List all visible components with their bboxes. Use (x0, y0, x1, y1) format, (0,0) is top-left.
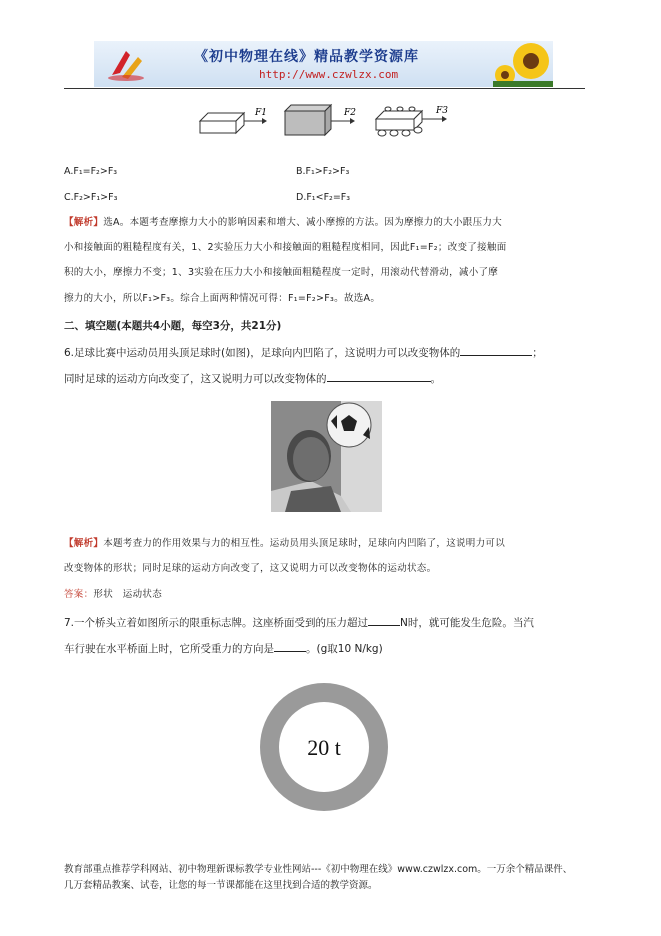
q6-answer-text: 形状 运动状态 (93, 589, 163, 600)
q7-line2 (64, 640, 383, 656)
block-2 (285, 105, 356, 135)
site-logo-icon (104, 45, 148, 83)
q6-analysis-tag: 【解析】 (64, 538, 104, 549)
analysis-tag: 【解析】 (64, 217, 104, 228)
header-divider (64, 88, 585, 89)
header-banner (94, 41, 553, 87)
q7-text1a: 7.一个桥头立着如图所示的限重标志牌。这座桥面受到的压力超过 (64, 617, 369, 629)
block-1 (200, 108, 267, 133)
q7-text2b: 。(g取10 N/kg) (306, 643, 383, 655)
analysis-q5-text1: 选A。本题考查摩擦力大小的影响因素和增大、减小摩擦的方法。因为摩擦力的大小跟压力大 (103, 217, 503, 228)
f3-label: F3 (436, 106, 448, 116)
q7-text2a: 车行驶在水平桥面上时，它所受重力的方向是 (64, 643, 274, 655)
option-d: D.F₁<F₂=F₃ (296, 192, 351, 203)
analysis-q5-line3: 积的大小，摩擦力不变；1、3实验在压力大小和接触面粗糙程度一定时，用滚动代替滑动，减小了摩 (64, 267, 499, 278)
q7-text1b: N时，就可能发生危险。当汽 (400, 617, 534, 629)
q6-text1: 6.足球比赛中运动员用头顶足球时(如图)，足球向内凹陷了，这说明力可以改变物体的 (64, 347, 461, 359)
analysis-q5-line4: 擦力的大小，所以F₁>F₃。综合上面两种情况可得：F₁=F₂>F₃。故选A。 (64, 293, 381, 304)
q6-analysis-line1 (64, 537, 505, 551)
q6-analysis-text1: 本题考查力的作用效果与力的相互性。运动员用头顶足球时，足球向内凹陷了，这说明力可以 (103, 538, 506, 549)
q6-answer-tag: 答案： (64, 589, 94, 600)
friction-blocks-figure (196, 101, 466, 141)
block-3 (376, 106, 448, 136)
football-header-photo (271, 401, 382, 512)
q6-analysis-line2: 改变物体的形状；同时足球的运动方向改变了，这又说明力可以改变物体的运动状态。 (64, 563, 437, 574)
q6-line1 (64, 344, 543, 360)
q6-text2: 同时足球的运动方向改变了，这又说明力可以改变物体的 (64, 373, 327, 385)
banner-url: http://www.czwlzx.com (259, 68, 399, 81)
q7-blank-1 (368, 614, 400, 626)
analysis-q5-line1 (64, 216, 502, 230)
q7-line1 (64, 614, 534, 630)
analysis-q5-line2: 小和接触面的粗糙程度有关，1、2实验压力大小和接触面的粗糙程度相同，因此F₁=F₂；改变了接触面 (64, 242, 507, 253)
q6-text1-end: ； (532, 347, 543, 359)
banner-title: 《初中物理在线》精品教学资源库 (194, 49, 419, 65)
f1-label: F1 (255, 108, 267, 118)
footer-line1: 教育部重点推荐学科网站、初中物理新课标教学专业性网站---《初中物理在线》www.czwlzx.com。一万余个精品课件、 (64, 864, 573, 875)
section-heading: 二、填空题(本题共4小题，每空3分，共21分) (64, 320, 282, 332)
weight-limit-sign (259, 682, 389, 812)
sign-text: 20 t (307, 735, 341, 760)
option-b: B.F₁>F₂>F₃ (296, 166, 350, 177)
f2-label: F2 (344, 108, 356, 118)
q6-blank-1 (460, 344, 532, 356)
footer-line2: 几万套精品教案、试卷，让您的每一节课都能在这里找到合适的教学资源。 (64, 880, 378, 891)
q6-blank-2 (327, 370, 431, 382)
sunflower-icon (493, 41, 553, 87)
option-c: C.F₂>F₁>F₃ (64, 192, 118, 203)
q6-line2 (64, 370, 441, 386)
option-a: A.F₁=F₂>F₃ (64, 166, 118, 177)
q6-answer (64, 588, 162, 602)
q7-blank-2 (274, 640, 306, 652)
q6-text2-end: 。 (430, 373, 441, 385)
